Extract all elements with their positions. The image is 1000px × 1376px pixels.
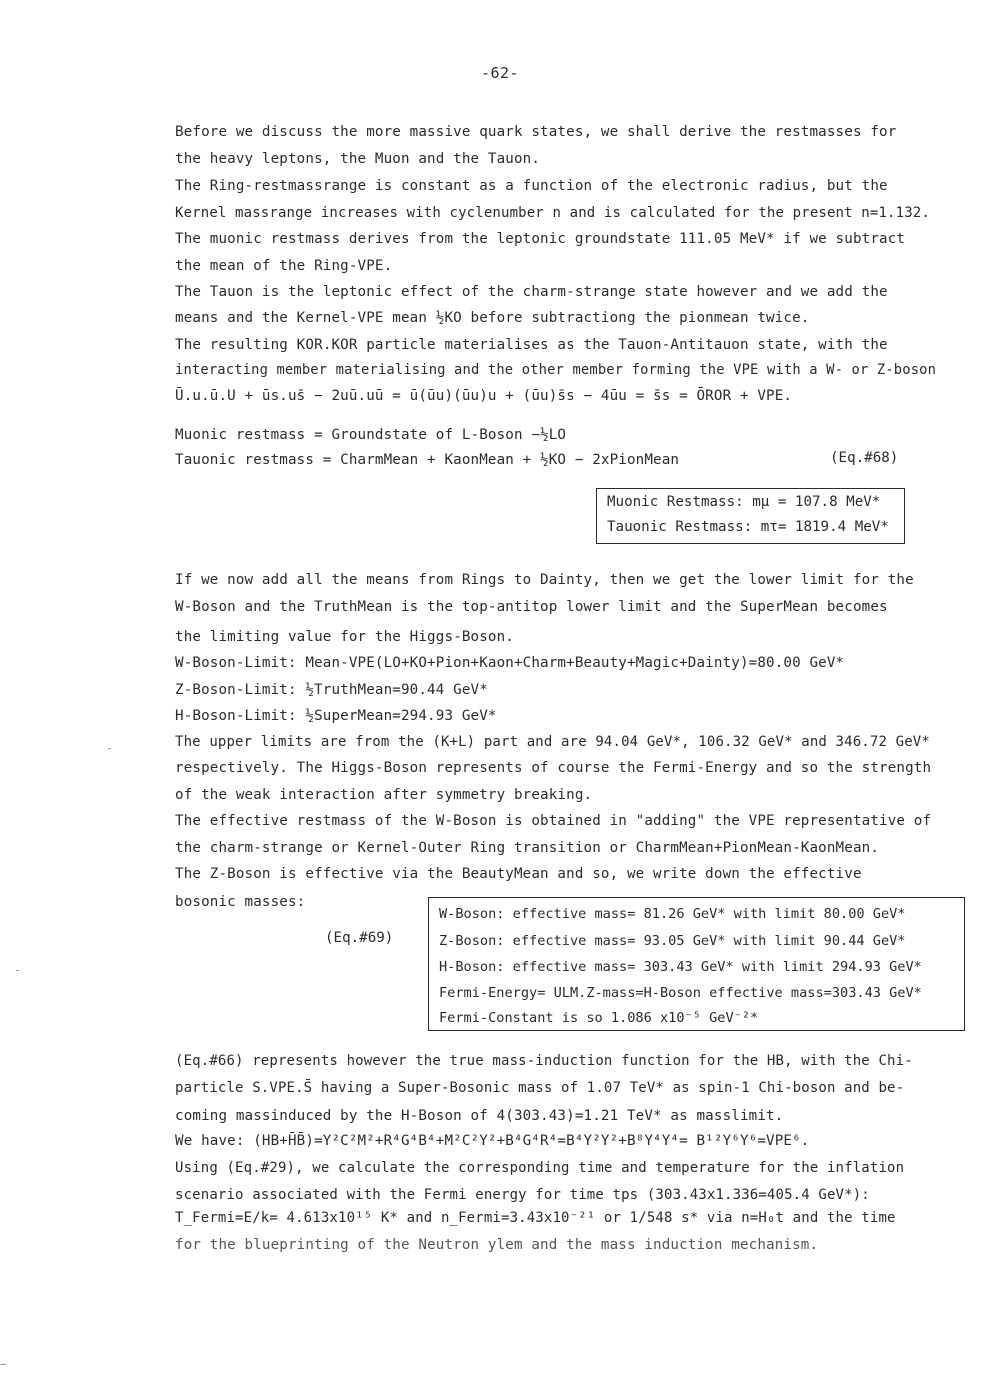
text-line: The Ring-restmassrange is constant as a function of the electronic radius, but the bbox=[175, 178, 888, 194]
text-line: If we now add all the means from Rings to Dainty, then we get the lower limit for the bbox=[175, 572, 914, 588]
text-line: Z-Boson-Limit: ½TruthMean=90.44 GeV* bbox=[175, 682, 488, 698]
text-line: for the blueprinting of the Neutron ylem and the mass induction mechanism. bbox=[175, 1237, 819, 1253]
text-line: The muonic restmass derives from the leptonic groundstate 111.05 MeV* if we subtract bbox=[175, 231, 906, 247]
margin-mark bbox=[108, 748, 111, 749]
equation-line: Tauonic restmass = CharmMean + KaonMean + ½KO − 2xPionMean bbox=[175, 452, 680, 468]
text-line: The resulting KOR.KOR particle materialises as the Tauon-Antitauon state, with the bbox=[175, 337, 888, 353]
text-line: The Tauon is the leptonic effect of the charm-strange state however and we add the bbox=[175, 284, 888, 300]
result-line: H-Boson: effective mass= 303.43 GeV* with limit 294.93 GeV* bbox=[439, 959, 922, 975]
text-line: means and the Kernel-VPE mean ½KO before subtractiong the pionmean twice. bbox=[175, 310, 810, 326]
result-line: Fermi-Constant is so 1.086 x10⁻⁵ GeV⁻²* bbox=[439, 1010, 759, 1026]
text-line: W-Boson-Limit: Mean-VPE(LO+KO+Pion+Kaon+Charm+Beauty+Magic+Dainty)=80.00 GeV* bbox=[175, 655, 845, 671]
text-line: the mean of the Ring-VPE. bbox=[175, 258, 393, 274]
text-line: coming massinduced by the H-Boson of 4(303.43)=1.21 TeV* as masslimit. bbox=[175, 1108, 784, 1124]
text-line: The Z-Boson is effective via the BeautyMean and so, we write down the effective bbox=[175, 866, 862, 882]
text-line: the heavy leptons, the Muon and the Tauon. bbox=[175, 151, 541, 167]
margin-mark bbox=[16, 970, 19, 971]
text-line: of the weak interaction after symmetry breaking. bbox=[175, 787, 593, 803]
text-line: W-Boson and the TruthMean is the top-antitop lower limit and the SuperMean becomes bbox=[175, 599, 888, 615]
text-line: (Eq.#66) represents however the true mass-induction function for the HB, with the Chi- bbox=[175, 1053, 913, 1069]
text-line: H-Boson-Limit: ½SuperMean=294.93 GeV* bbox=[175, 708, 497, 724]
result-line: Muonic Restmass: mμ = 107.8 MeV* bbox=[607, 494, 881, 510]
equation-line: Ū.u.ū.U + ūs.us̄ − 2uū.uū = ū(ūu)(ūu)u + (ūu)s̄s − 4ūu = s̄s = ŌROR + VPE. bbox=[175, 388, 793, 404]
text-line: particle S.VPE.S̄ having a Super-Bosonic mass of 1.07 TeV* as spin-1 Chi-boson and be- bbox=[175, 1080, 905, 1096]
text-line: Using (Eq.#29), we calculate the corresponding time and temperature for the inflation bbox=[175, 1160, 905, 1176]
equation-line: Muonic restmass = Groundstate of L-Boson −½LO bbox=[175, 427, 567, 443]
text-line: respectively. The Higgs-Boson represents of course the Fermi-Energy and so the strength bbox=[175, 760, 932, 776]
margin-mark bbox=[0, 1364, 6, 1365]
text-line: scenario associated with the Fermi energy for time tps (303.43x1.336=405.4 GeV*): bbox=[175, 1187, 870, 1203]
result-box-boson-masses bbox=[428, 897, 965, 1031]
equation-line: We have: (HB+H̄B̄)=Y²C²M²+R⁴G⁴B⁴+M²C²Y²+B⁴G⁴R⁴=B⁴Y²Y²+B⁸Y⁴Y⁴= B¹²Y⁶Y⁶=VPE⁶. bbox=[175, 1133, 810, 1149]
equation-label: (Eq.#69) bbox=[325, 930, 394, 946]
text-line: the charm-strange or Kernel-Outer Ring transition or CharmMean+PionMean-KaonMean. bbox=[175, 840, 880, 856]
text-line: the limiting value for the Higgs-Boson. bbox=[175, 629, 514, 645]
result-line: Fermi-Energy= ULM.Z-mass=H-Boson effective mass=303.43 GeV* bbox=[439, 985, 922, 1001]
page-number: -62- bbox=[480, 64, 520, 82]
text-line: T_Fermi=E/k= 4.613x10¹⁵ K* and n_Fermi=3.43x10⁻²¹ or 1/548 s* via n=H₀t and the time bbox=[175, 1210, 896, 1226]
text-line: bosonic masses: bbox=[175, 894, 306, 910]
text-line: interacting member materialising and the other member forming the VPE with a W- or Z-boson bbox=[175, 362, 937, 378]
text-line: Kernel massrange increases with cyclenumber n and is calculated for the present n=1.132. bbox=[175, 205, 930, 221]
text-line: The effective restmass of the W-Boson is obtained in "adding" the VPE representative of bbox=[175, 813, 932, 829]
equation-label: (Eq.#68) bbox=[830, 450, 899, 466]
result-line: W-Boson: effective mass= 81.26 GeV* with limit 80.00 GeV* bbox=[439, 906, 906, 922]
text-line: The upper limits are from the (K+L) part and are 94.04 GeV*, 106.32 GeV* and 346.72 GeV* bbox=[175, 734, 930, 750]
text-line: Before we discuss the more massive quark states, we shall derive the restmasses for bbox=[175, 124, 897, 140]
result-line: Tauonic Restmass: mτ= 1819.4 MeV* bbox=[607, 519, 889, 535]
result-box-lepton-masses bbox=[596, 488, 905, 544]
result-line: Z-Boson: effective mass= 93.05 GeV* with limit 90.44 GeV* bbox=[439, 933, 906, 949]
